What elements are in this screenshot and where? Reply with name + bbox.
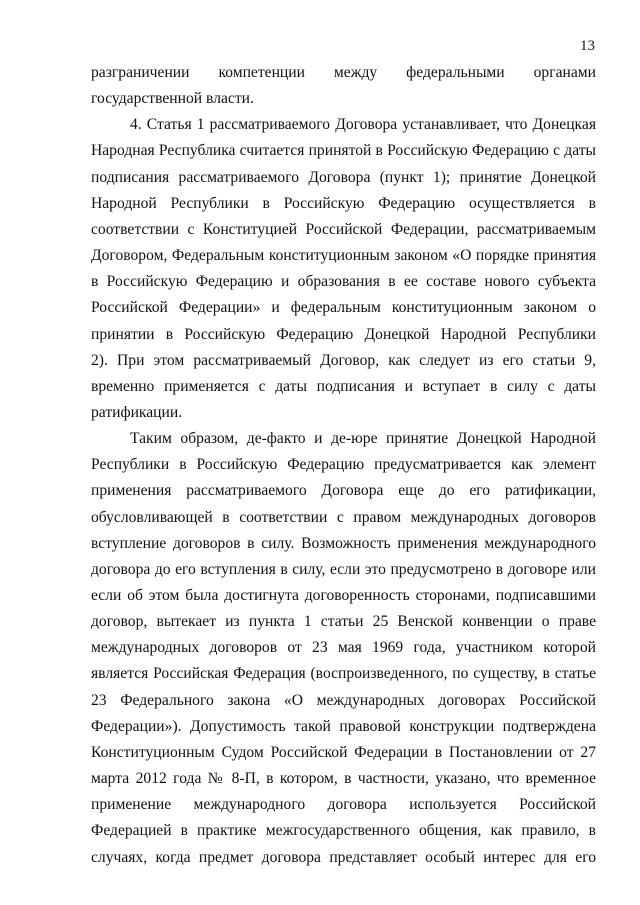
text-line: применение международного договора используется Российской — [91, 796, 596, 814]
text-line: если об этом была достигнута договоренность сторонами, подписавшими — [91, 587, 596, 604]
text-line: Народной Республики в Российскую Федерацию осуществляется в — [91, 194, 596, 212]
text-line: принятии в Российскую Федерацию Донецкой Народной Республики — [91, 325, 596, 343]
text-line: 4. Статья 1 рассматриваемого Договора устанавливает, что Донецкая — [130, 116, 596, 134]
text-line: Федерации»). Допустимость такой правовой конструкции подтверждена — [91, 717, 596, 735]
text-line: Федерацией в практике межгосударственного общения, как правило, в — [91, 822, 596, 840]
text-line: марта 2012 года № 8-П, в котором, в частности, указано, что временное — [91, 770, 596, 787]
text-line: в Российскую Федерацию и образования в ее составе нового субъекта — [91, 273, 596, 291]
text-line: Республики в Российскую Федерацию предусматривается как элемент — [91, 456, 596, 474]
text-line: договора до его вступления в силу, если это предусмотрено в договоре или — [91, 560, 596, 578]
text-line: случаях, когда предмет договора представляет особый интерес для его — [91, 848, 596, 866]
text-line: Договором, Федеральным конституционным законом «О порядке принятия — [91, 247, 596, 264]
text-line: применения рассматриваемого Договора еще до его ратификации, — [91, 482, 596, 500]
text-line: Народная Республика считается принятой в Российскую Федерацию с даты — [91, 142, 596, 160]
text-line: разграничении компетенции между федеральными органами — [91, 64, 596, 81]
text-line: Российской Федерации» и федеральным конституционным законом о — [91, 299, 596, 317]
page-number: 13 — [580, 38, 595, 54]
text-line: договор, вытекает из пункта 1 статьи 25 Венской конвенции о праве — [91, 613, 596, 631]
text-line: ратификации. — [91, 403, 183, 421]
text-line: временно применяется с даты подписания и вступает в силу с даты — [91, 377, 596, 395]
text-line: подписания рассматриваемого Договора (пункт 1); принятие Донецкой — [91, 168, 596, 186]
text-line: 2). При этом рассматриваемый Договор, как следует из его статьи 9, — [91, 351, 596, 369]
text-line: международных договоров от 23 мая 1969 года, участником которой — [91, 639, 596, 657]
text-line: государственной власти. — [91, 90, 254, 108]
text-line: 23 Федерального закона «О международных договорах Российской — [91, 691, 596, 709]
text-line: соответствии с Конституцией Российской Федерации, рассматриваемым — [91, 220, 596, 238]
text-line: обусловливающей в соответствии с правом международных договоров — [91, 508, 596, 526]
text-line: Таким образом, де-факто и де-юре принятие Донецкой Народной — [130, 430, 596, 448]
text-line: является Российская Федерация (воспроизведенного, по существу, в статье — [91, 665, 596, 683]
text-line: вступление договоров в силу. Возможность применения международного — [91, 534, 596, 552]
text-line: Конституционным Судом Российской Федерации в Постановлении от 27 — [91, 743, 596, 761]
